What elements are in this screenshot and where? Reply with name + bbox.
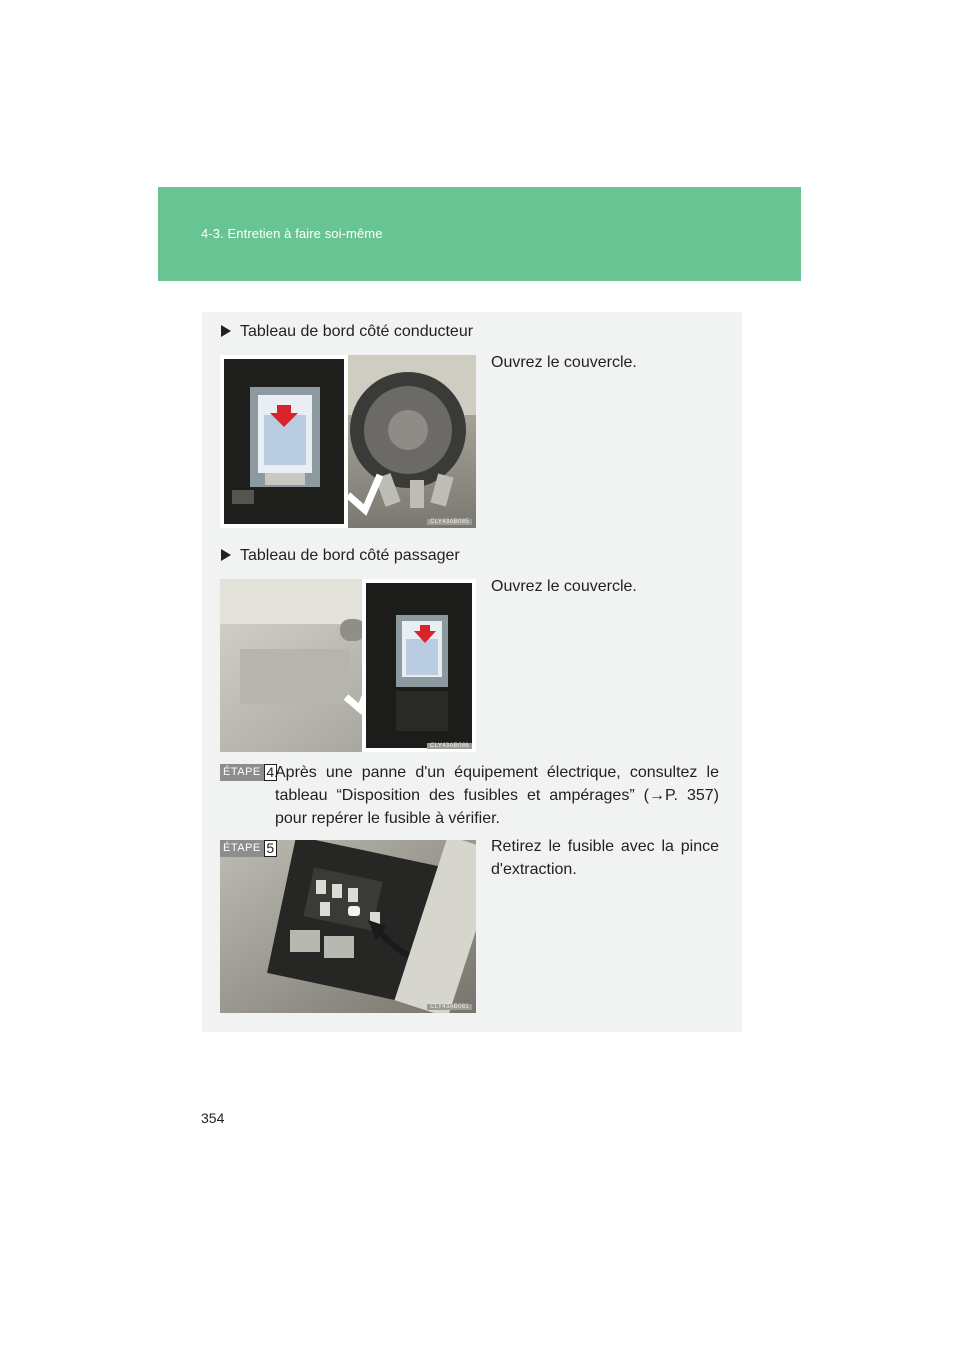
bullet-arrow-icon xyxy=(221,549,231,561)
content-panel xyxy=(202,312,742,1032)
section-title: 4-3. Entretien à faire soi-même xyxy=(201,226,383,241)
step-4-label: ÉTAPE xyxy=(220,764,264,781)
passenger-section-heading xyxy=(221,547,460,565)
passenger-image-code: CLY43AB086 xyxy=(427,743,472,749)
section-header xyxy=(158,187,801,281)
driver-image-code: CLY43AB085 xyxy=(427,519,472,525)
driver-dashboard-photo xyxy=(220,355,476,528)
fuse-image-code: CLY43AB081 xyxy=(427,1004,472,1010)
passenger-instruction: Ouvrez le couvercle. xyxy=(491,578,637,595)
step-5-text: Retirez le fusible avec la pince d'extraction. xyxy=(491,838,719,878)
step-4-text: Après une panne d'un équipement électrique, consultez le tableau “Disposition des fusibles et ampérages” (→P. 357) pour repérer le fusible à vérifier. xyxy=(275,764,719,827)
page-number: 354 xyxy=(201,1110,225,1126)
step-5-badge xyxy=(220,840,277,857)
fuse-box-photo xyxy=(220,840,476,1013)
step-5-label: ÉTAPE xyxy=(220,840,264,857)
driver-instruction: Ouvrez le couvercle. xyxy=(491,354,637,371)
driver-section-heading xyxy=(221,323,473,341)
passenger-section-title: Tableau de bord côté passager xyxy=(240,547,460,564)
step-4-number: 4 xyxy=(264,764,277,781)
driver-section-title: Tableau de bord côté conducteur xyxy=(240,323,474,340)
step-4-badge xyxy=(220,764,277,781)
bullet-arrow-icon xyxy=(221,325,231,337)
step-5-number: 5 xyxy=(264,840,277,857)
passenger-dashboard-photo xyxy=(220,579,476,752)
